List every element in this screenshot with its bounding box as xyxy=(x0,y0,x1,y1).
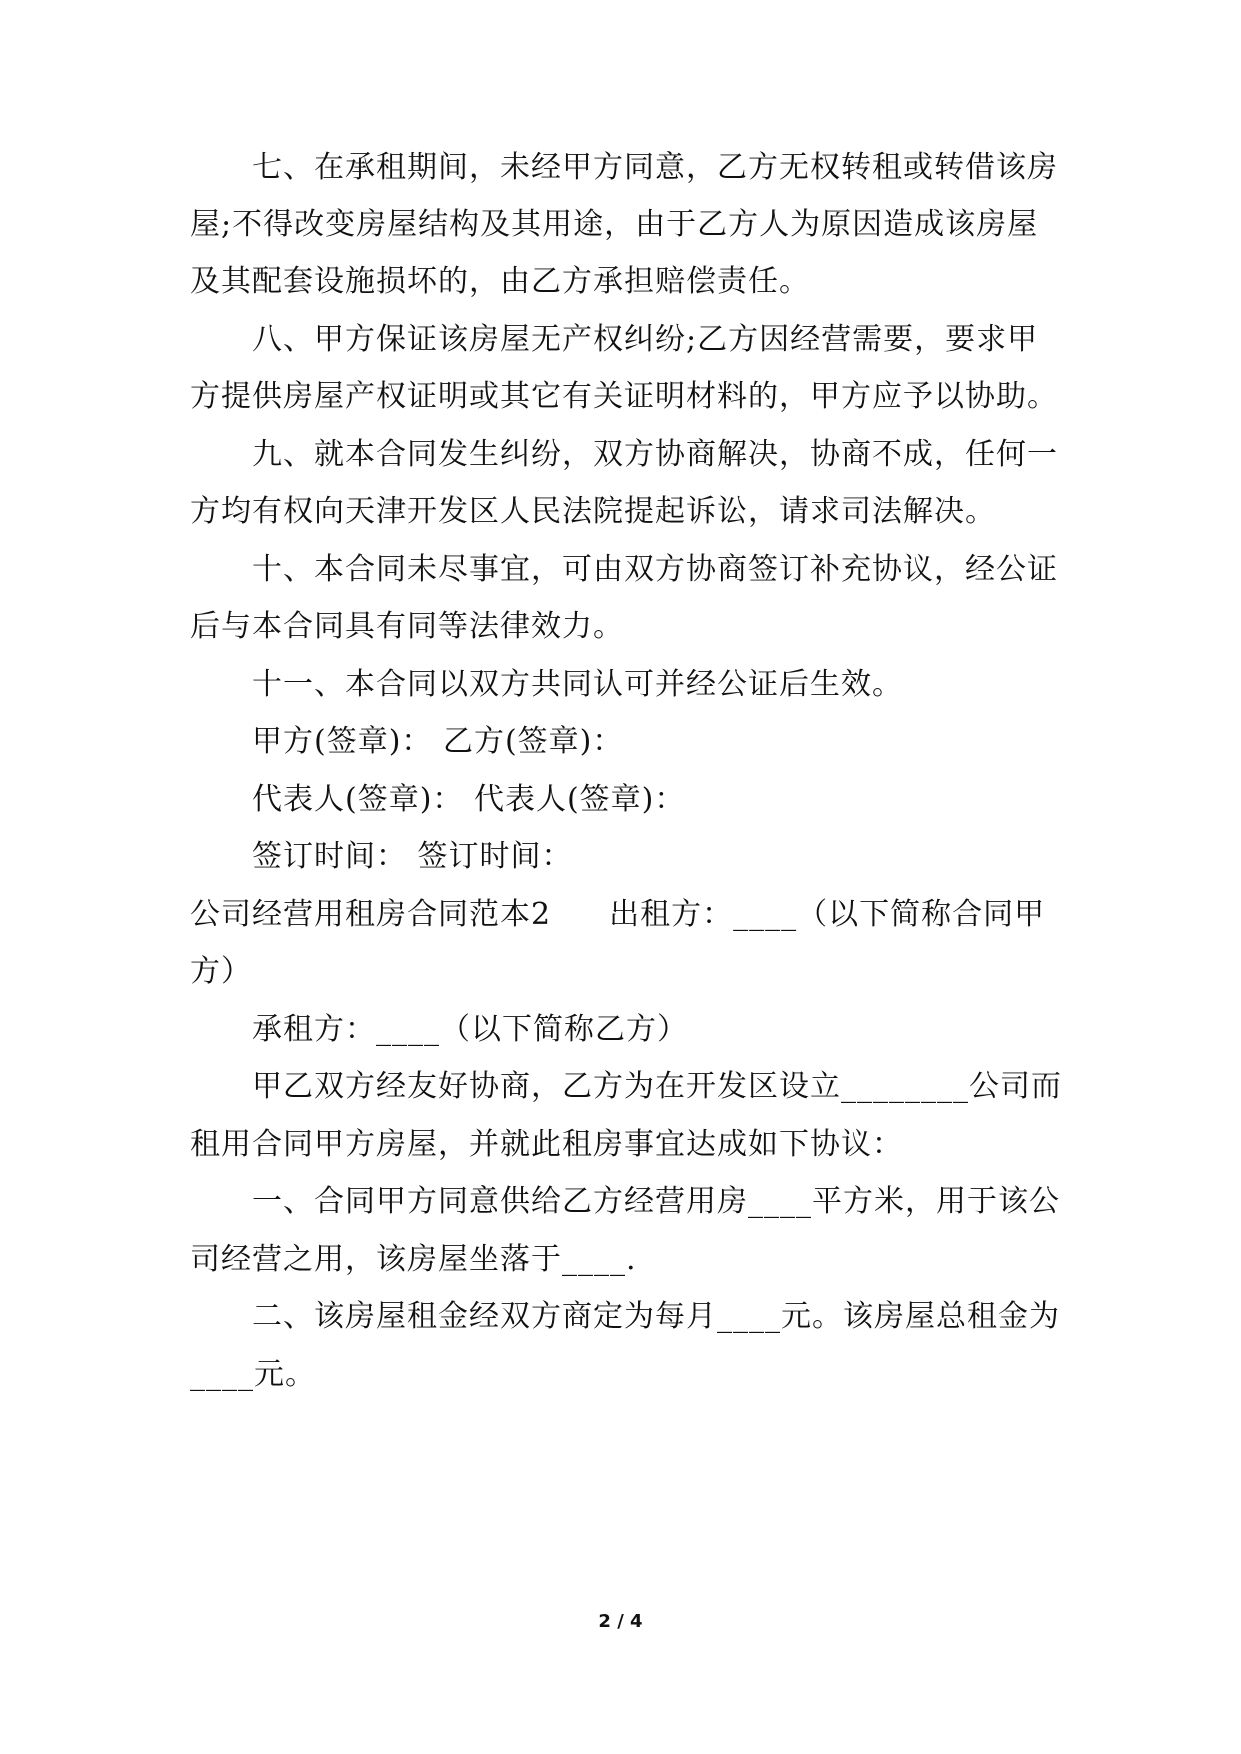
lessor-line-2: 方） xyxy=(190,954,252,989)
contract-title: 公司经营用租房合同范本2 xyxy=(190,897,552,932)
clause-2-line-2: ____元。 xyxy=(190,1357,316,1392)
clause-9-line-2: 方均有权向天津开发区人民法院提起诉讼，请求司法解决。 xyxy=(190,494,996,529)
lessor-line-1: 出租方：____（以下简称合同甲 xyxy=(609,897,1046,932)
page-number: 2 / 4 xyxy=(598,1611,643,1632)
lessee-line: 承租方：____（以下简称乙方） xyxy=(252,1012,688,1047)
clause-7-line-1: 七、在承租期间，未经甲方同意，乙方无权转租或转借该房 xyxy=(252,150,1058,185)
preamble-line-2: 租用合同甲方房屋，并就此租房事宜达成如下协议： xyxy=(190,1127,903,1162)
clause-7-line-2: 屋;不得改变房屋结构及其用途，由于乙方人为原因造成该房屋 xyxy=(190,207,1039,242)
clause-10-line-1: 十、本合同未尽事宜，可由双方协商签订补充协议，经公证 xyxy=(252,552,1058,587)
signature-date-line: 签订时间： 签订时间： xyxy=(252,839,573,874)
signature-party-line: 甲方(签章)： 乙方(签章)： xyxy=(252,724,624,759)
clause-7-line-3: 及其配套设施损坏的，由乙方承担赔偿责任。 xyxy=(190,264,810,299)
signature-representative-line: 代表人(签章)： 代表人(签章)： xyxy=(252,782,686,817)
clause-8-line-1: 八、甲方保证该房屋无产权纠纷;乙方因经营需要，要求甲 xyxy=(252,322,1039,357)
clause-1-line-2: 司经营之用，该房屋坐落于____. xyxy=(190,1242,637,1277)
clause-11-line: 十一、本合同以双方共同认可并经公证后生效。 xyxy=(252,667,903,702)
clause-1-line-1: 一、合同甲方同意供给乙方经营用房____平方米，用于该公 xyxy=(252,1184,1060,1219)
clause-10-line-2: 后与本合同具有同等法律效力。 xyxy=(190,609,624,644)
contract-heading-line xyxy=(190,895,1070,935)
clause-2-line-1: 二、该房屋租金经双方商定为每月____元。该房屋总租金为 xyxy=(252,1299,1060,1334)
clause-8-line-2: 方提供房屋产权证明或其它有关证明材料的，甲方应予以协助。 xyxy=(190,379,1058,414)
preamble-line-1: 甲乙双方经友好协商，乙方为在开发区设立________公司而 xyxy=(252,1069,1062,1104)
clause-9-line-1: 九、就本合同发生纠纷，双方协商解决，协商不成，任何一 xyxy=(252,437,1058,472)
